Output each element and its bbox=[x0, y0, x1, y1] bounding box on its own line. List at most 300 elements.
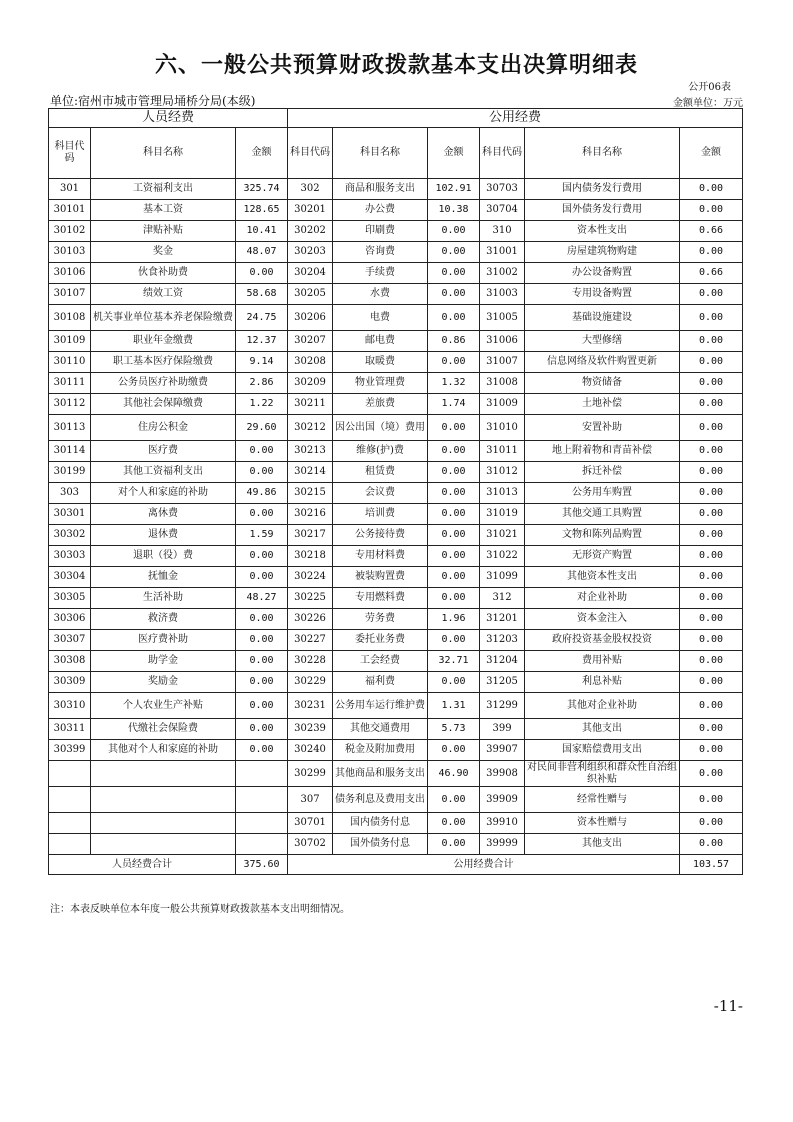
public-name-2: 文物和陈列品购置 bbox=[525, 525, 680, 546]
personnel-name bbox=[91, 813, 236, 834]
personnel-name: 医疗费补助 bbox=[91, 630, 236, 651]
public-code-2: 310 bbox=[480, 221, 525, 242]
table-row bbox=[49, 546, 743, 567]
personnel-code: 30108 bbox=[49, 305, 91, 331]
personnel-amount: 128.65 bbox=[236, 200, 288, 221]
table-row bbox=[49, 441, 743, 462]
personnel-code: 30101 bbox=[49, 200, 91, 221]
public-name: 被装购置费 bbox=[333, 567, 428, 588]
public-amount: 32.71 bbox=[428, 651, 480, 672]
personnel-name: 奖励金 bbox=[91, 672, 236, 693]
public-amount-2: 0.00 bbox=[680, 588, 743, 609]
public-total-value: 103.57 bbox=[680, 855, 743, 875]
public-code: 30240 bbox=[288, 740, 333, 761]
public-amount-2: 0.66 bbox=[680, 263, 743, 284]
public-name: 国内债务付息 bbox=[333, 813, 428, 834]
public-amount-2: 0.00 bbox=[680, 441, 743, 462]
public-name-2: 资本性赠与 bbox=[525, 813, 680, 834]
public-name-2: 土地补偿 bbox=[525, 394, 680, 415]
public-code: 30209 bbox=[288, 373, 333, 394]
table-row bbox=[49, 813, 743, 834]
public-name: 债务利息及费用支出 bbox=[333, 787, 428, 813]
table-note: 注：本表反映单位本年度一般公共预算财政拨款基本支出明细情况。 bbox=[50, 904, 350, 915]
public-amount: 0.00 bbox=[428, 483, 480, 504]
personnel-code: 30102 bbox=[49, 221, 91, 242]
amount-unit: 金额单位：万元 bbox=[673, 98, 743, 109]
public-name-2: 地上附着物和青苗补偿 bbox=[525, 441, 680, 462]
public-name-2: 大型修缮 bbox=[525, 331, 680, 352]
public-code: 30225 bbox=[288, 588, 333, 609]
public-amount-2: 0.00 bbox=[680, 651, 743, 672]
personnel-name: 机关事业单位基本养老保险缴费 bbox=[91, 305, 236, 331]
public-name: 租赁费 bbox=[333, 462, 428, 483]
public-name: 水费 bbox=[333, 284, 428, 305]
public-name: 商品和服务支出 bbox=[333, 179, 428, 200]
personnel-name: 其他工资福利支出 bbox=[91, 462, 236, 483]
public-code-2: 31205 bbox=[480, 672, 525, 693]
header-amount: 金额 bbox=[236, 128, 288, 179]
table-row bbox=[49, 609, 743, 630]
table-row bbox=[49, 693, 743, 719]
personnel-code: 30305 bbox=[49, 588, 91, 609]
personnel-name: 个人农业生产补贴 bbox=[91, 693, 236, 719]
public-amount: 0.86 bbox=[428, 331, 480, 352]
public-amount: 0.00 bbox=[428, 242, 480, 263]
header-name: 科目名称 bbox=[525, 128, 680, 179]
personnel-amount: 12.37 bbox=[236, 331, 288, 352]
public-amount-2: 0.00 bbox=[680, 834, 743, 855]
personnel-name: 退休费 bbox=[91, 525, 236, 546]
public-amount-2: 0.00 bbox=[680, 787, 743, 813]
public-code-2: 31013 bbox=[480, 483, 525, 504]
page-title: 六、一般公共预算财政拨款基本支出决算明细表 bbox=[154, 53, 638, 78]
public-amount: 1.96 bbox=[428, 609, 480, 630]
public-amount-2: 0.00 bbox=[680, 504, 743, 525]
public-amount: 1.32 bbox=[428, 373, 480, 394]
public-code: 30202 bbox=[288, 221, 333, 242]
public-name: 工会经费 bbox=[333, 651, 428, 672]
public-name: 福利费 bbox=[333, 672, 428, 693]
personnel-code: 30111 bbox=[49, 373, 91, 394]
table-row bbox=[49, 588, 743, 609]
personnel-code: 30307 bbox=[49, 630, 91, 651]
personnel-total-value: 375.60 bbox=[236, 855, 288, 875]
public-amount: 0.00 bbox=[428, 672, 480, 693]
table-row bbox=[49, 331, 743, 352]
personnel-code: 30399 bbox=[49, 740, 91, 761]
public-amount: 0.00 bbox=[428, 441, 480, 462]
public-name-2: 经常性赠与 bbox=[525, 787, 680, 813]
public-code: 30205 bbox=[288, 284, 333, 305]
personnel-name: 公务员医疗补助缴费 bbox=[91, 373, 236, 394]
table-row bbox=[49, 415, 743, 441]
public-code-2: 31299 bbox=[480, 693, 525, 719]
personnel-name: 对个人和家庭的补助 bbox=[91, 483, 236, 504]
public-code: 30702 bbox=[288, 834, 333, 855]
public-name-2: 资本性支出 bbox=[525, 221, 680, 242]
public-code: 30229 bbox=[288, 672, 333, 693]
table-row bbox=[49, 672, 743, 693]
personnel-name: 救济费 bbox=[91, 609, 236, 630]
table-row bbox=[49, 305, 743, 331]
public-amount: 0.00 bbox=[428, 834, 480, 855]
table-row bbox=[49, 221, 743, 242]
personnel-name: 津贴补贴 bbox=[91, 221, 236, 242]
public-code: 302 bbox=[288, 179, 333, 200]
personnel-amount: 2.86 bbox=[236, 373, 288, 394]
public-name-2: 利息补贴 bbox=[525, 672, 680, 693]
personnel-amount: 0.00 bbox=[236, 567, 288, 588]
personnel-amount: 29.60 bbox=[236, 415, 288, 441]
personnel-amount: 0.00 bbox=[236, 719, 288, 740]
personnel-code: 30309 bbox=[49, 672, 91, 693]
public-code-2: 31021 bbox=[480, 525, 525, 546]
public-amount: 46.90 bbox=[428, 761, 480, 787]
public-code-2: 31022 bbox=[480, 546, 525, 567]
public-code: 30216 bbox=[288, 504, 333, 525]
public-amount: 1.31 bbox=[428, 693, 480, 719]
public-amount-2: 0.00 bbox=[680, 693, 743, 719]
personnel-code: 30199 bbox=[49, 462, 91, 483]
public-code: 30227 bbox=[288, 630, 333, 651]
form-number: 公开06表 bbox=[688, 82, 731, 93]
public-amount: 0.00 bbox=[428, 221, 480, 242]
public-code: 30213 bbox=[288, 441, 333, 462]
public-code: 30212 bbox=[288, 415, 333, 441]
public-amount: 0.00 bbox=[428, 630, 480, 651]
table-row bbox=[49, 651, 743, 672]
public-code-2: 399 bbox=[480, 719, 525, 740]
public-name-2: 其他对企业补助 bbox=[525, 693, 680, 719]
expenditure-table bbox=[48, 108, 743, 875]
public-amount-2: 0.00 bbox=[680, 761, 743, 787]
personnel-total-label: 人员经费合计 bbox=[49, 855, 236, 875]
personnel-code: 30302 bbox=[49, 525, 91, 546]
public-code-2: 31002 bbox=[480, 263, 525, 284]
public-amount-2: 0.66 bbox=[680, 221, 743, 242]
public-amount-2: 0.00 bbox=[680, 525, 743, 546]
public-code-2: 30704 bbox=[480, 200, 525, 221]
public-name: 因公出国（境）费用 bbox=[333, 415, 428, 441]
public-code-2: 31010 bbox=[480, 415, 525, 441]
public-code: 30239 bbox=[288, 719, 333, 740]
public-name-2: 费用补贴 bbox=[525, 651, 680, 672]
public-amount-2: 0.00 bbox=[680, 672, 743, 693]
public-code-2: 31008 bbox=[480, 373, 525, 394]
public-amount-2: 0.00 bbox=[680, 740, 743, 761]
public-amount-2: 0.00 bbox=[680, 352, 743, 373]
personnel-name: 绩效工资 bbox=[91, 284, 236, 305]
public-code-2: 31019 bbox=[480, 504, 525, 525]
table-row bbox=[49, 483, 743, 504]
public-code: 30208 bbox=[288, 352, 333, 373]
public-name: 印刷费 bbox=[333, 221, 428, 242]
public-name-2: 其他资本性支出 bbox=[525, 567, 680, 588]
section-personnel: 人员经费 bbox=[49, 109, 288, 128]
header-amount: 金额 bbox=[680, 128, 743, 179]
personnel-code bbox=[49, 761, 91, 787]
table-row bbox=[49, 834, 743, 855]
header-name: 科目名称 bbox=[333, 128, 428, 179]
public-code-2: 39910 bbox=[480, 813, 525, 834]
public-code: 30215 bbox=[288, 483, 333, 504]
public-code-2: 312 bbox=[480, 588, 525, 609]
public-amount-2: 0.00 bbox=[680, 483, 743, 504]
personnel-amount: 0.00 bbox=[236, 546, 288, 567]
personnel-name bbox=[91, 761, 236, 787]
public-name-2: 公务用车购置 bbox=[525, 483, 680, 504]
public-amount-2: 0.00 bbox=[680, 305, 743, 331]
public-amount-2: 0.00 bbox=[680, 284, 743, 305]
public-amount: 0.00 bbox=[428, 284, 480, 305]
public-name-2: 政府投资基金股权投资 bbox=[525, 630, 680, 651]
personnel-name: 抚恤金 bbox=[91, 567, 236, 588]
public-amount-2: 0.00 bbox=[680, 630, 743, 651]
public-amount: 10.38 bbox=[428, 200, 480, 221]
personnel-name: 住房公积金 bbox=[91, 415, 236, 441]
public-name-2: 对民间非营利组织和群众性自治组织补贴 bbox=[525, 761, 680, 787]
public-code-2: 30703 bbox=[480, 179, 525, 200]
personnel-code: 301 bbox=[49, 179, 91, 200]
public-name: 培训费 bbox=[333, 504, 428, 525]
public-code-2: 39999 bbox=[480, 834, 525, 855]
public-name: 电费 bbox=[333, 305, 428, 331]
table-row bbox=[49, 719, 743, 740]
personnel-name: 职工基本医疗保险缴费 bbox=[91, 352, 236, 373]
personnel-amount: 58.68 bbox=[236, 284, 288, 305]
personnel-amount: 325.74 bbox=[236, 179, 288, 200]
public-code: 30204 bbox=[288, 263, 333, 284]
section-public: 公用经费 bbox=[288, 109, 743, 128]
personnel-name: 职业年金缴费 bbox=[91, 331, 236, 352]
public-name: 公务用车运行维护费 bbox=[333, 693, 428, 719]
public-code: 30207 bbox=[288, 331, 333, 352]
public-amount-2: 0.00 bbox=[680, 331, 743, 352]
public-amount-2: 0.00 bbox=[680, 462, 743, 483]
personnel-amount bbox=[236, 834, 288, 855]
public-amount-2: 0.00 bbox=[680, 609, 743, 630]
public-code: 30218 bbox=[288, 546, 333, 567]
personnel-amount: 0.00 bbox=[236, 693, 288, 719]
public-name: 办公费 bbox=[333, 200, 428, 221]
personnel-name bbox=[91, 834, 236, 855]
table-row bbox=[49, 761, 743, 787]
public-amount: 0.00 bbox=[428, 263, 480, 284]
header-amount: 金额 bbox=[428, 128, 480, 179]
public-name: 专用材料费 bbox=[333, 546, 428, 567]
personnel-code: 30103 bbox=[49, 242, 91, 263]
public-name-2: 拆迁补偿 bbox=[525, 462, 680, 483]
public-amount: 0.00 bbox=[428, 415, 480, 441]
personnel-code: 30310 bbox=[49, 693, 91, 719]
personnel-name: 生活补助 bbox=[91, 588, 236, 609]
public-code-2: 31203 bbox=[480, 630, 525, 651]
table-row bbox=[49, 504, 743, 525]
public-name: 委托业务费 bbox=[333, 630, 428, 651]
public-amount-2: 0.00 bbox=[680, 394, 743, 415]
public-amount-2: 0.00 bbox=[680, 719, 743, 740]
public-name: 取暖费 bbox=[333, 352, 428, 373]
public-name-2: 其他支出 bbox=[525, 834, 680, 855]
public-name: 物业管理费 bbox=[333, 373, 428, 394]
personnel-name bbox=[91, 787, 236, 813]
public-amount: 5.73 bbox=[428, 719, 480, 740]
personnel-code: 30303 bbox=[49, 546, 91, 567]
personnel-amount: 1.22 bbox=[236, 394, 288, 415]
personnel-amount: 9.14 bbox=[236, 352, 288, 373]
personnel-amount: 0.00 bbox=[236, 609, 288, 630]
public-name-2: 安置补助 bbox=[525, 415, 680, 441]
personnel-code: 30112 bbox=[49, 394, 91, 415]
public-amount-2: 0.00 bbox=[680, 373, 743, 394]
public-amount: 0.00 bbox=[428, 787, 480, 813]
personnel-amount: 0.00 bbox=[236, 504, 288, 525]
personnel-code: 30304 bbox=[49, 567, 91, 588]
table-row bbox=[49, 525, 743, 546]
table-row bbox=[49, 630, 743, 651]
header-code: 科目代码 bbox=[288, 128, 333, 179]
public-amount-2: 0.00 bbox=[680, 242, 743, 263]
public-name-2: 办公设备购置 bbox=[525, 263, 680, 284]
table-row bbox=[49, 567, 743, 588]
public-code-2: 39909 bbox=[480, 787, 525, 813]
public-name: 咨询费 bbox=[333, 242, 428, 263]
public-amount: 102.91 bbox=[428, 179, 480, 200]
public-code: 307 bbox=[288, 787, 333, 813]
public-code-2: 31201 bbox=[480, 609, 525, 630]
personnel-name: 退职（役）费 bbox=[91, 546, 236, 567]
public-name: 手续费 bbox=[333, 263, 428, 284]
personnel-name: 奖金 bbox=[91, 242, 236, 263]
public-amount-2: 0.00 bbox=[680, 567, 743, 588]
personnel-code bbox=[49, 813, 91, 834]
personnel-amount: 0.00 bbox=[236, 263, 288, 284]
personnel-amount: 0.00 bbox=[236, 462, 288, 483]
personnel-amount: 1.59 bbox=[236, 525, 288, 546]
personnel-name: 工资福利支出 bbox=[91, 179, 236, 200]
public-code: 30203 bbox=[288, 242, 333, 263]
personnel-amount: 0.00 bbox=[236, 740, 288, 761]
header-code: 科目代码 bbox=[49, 128, 91, 179]
personnel-amount: 24.75 bbox=[236, 305, 288, 331]
personnel-code: 30301 bbox=[49, 504, 91, 525]
table-row bbox=[49, 373, 743, 394]
public-name: 国外债务付息 bbox=[333, 834, 428, 855]
personnel-code bbox=[49, 834, 91, 855]
public-name: 邮电费 bbox=[333, 331, 428, 352]
public-code-2: 31009 bbox=[480, 394, 525, 415]
public-code-2: 31001 bbox=[480, 242, 525, 263]
personnel-name: 离休费 bbox=[91, 504, 236, 525]
personnel-code: 30110 bbox=[49, 352, 91, 373]
public-code: 30226 bbox=[288, 609, 333, 630]
public-name-2: 信息网络及软件购置更新 bbox=[525, 352, 680, 373]
public-amount: 1.74 bbox=[428, 394, 480, 415]
personnel-code: 30106 bbox=[49, 263, 91, 284]
public-code: 30211 bbox=[288, 394, 333, 415]
table-row bbox=[49, 740, 743, 761]
table-row bbox=[49, 352, 743, 373]
personnel-name: 代缴社会保险费 bbox=[91, 719, 236, 740]
personnel-code bbox=[49, 787, 91, 813]
personnel-code: 30114 bbox=[49, 441, 91, 462]
public-amount: 0.00 bbox=[428, 588, 480, 609]
personnel-name: 助学金 bbox=[91, 651, 236, 672]
public-amount: 0.00 bbox=[428, 504, 480, 525]
public-name-2: 专用设备购置 bbox=[525, 284, 680, 305]
public-amount: 0.00 bbox=[428, 567, 480, 588]
table-row bbox=[49, 179, 743, 200]
public-name-2: 国家赔偿费用支出 bbox=[525, 740, 680, 761]
public-name-2: 其他交通工具购置 bbox=[525, 504, 680, 525]
public-total-label: 公用经费合计 bbox=[288, 855, 680, 875]
table-row bbox=[49, 200, 743, 221]
personnel-amount: 0.00 bbox=[236, 630, 288, 651]
public-name: 其他交通费用 bbox=[333, 719, 428, 740]
public-name: 会议费 bbox=[333, 483, 428, 504]
personnel-amount: 0.00 bbox=[236, 441, 288, 462]
personnel-amount: 49.86 bbox=[236, 483, 288, 504]
public-name: 劳务费 bbox=[333, 609, 428, 630]
public-code: 30701 bbox=[288, 813, 333, 834]
personnel-name: 医疗费 bbox=[91, 441, 236, 462]
public-code-2: 31204 bbox=[480, 651, 525, 672]
table-row bbox=[49, 263, 743, 284]
personnel-amount: 48.27 bbox=[236, 588, 288, 609]
public-name: 其他商品和服务支出 bbox=[333, 761, 428, 787]
header-code: 科目代码 bbox=[480, 128, 525, 179]
public-amount: 0.00 bbox=[428, 525, 480, 546]
public-code-2: 31099 bbox=[480, 567, 525, 588]
public-amount: 0.00 bbox=[428, 546, 480, 567]
public-amount-2: 0.00 bbox=[680, 415, 743, 441]
personnel-code: 30113 bbox=[49, 415, 91, 441]
table-row bbox=[49, 787, 743, 813]
public-code: 30228 bbox=[288, 651, 333, 672]
public-name-2: 资本金注入 bbox=[525, 609, 680, 630]
public-name-2: 国内债务发行费用 bbox=[525, 179, 680, 200]
public-amount: 0.00 bbox=[428, 740, 480, 761]
public-amount-2: 0.00 bbox=[680, 813, 743, 834]
personnel-code: 30306 bbox=[49, 609, 91, 630]
public-code: 30201 bbox=[288, 200, 333, 221]
public-name-2: 基础设施建设 bbox=[525, 305, 680, 331]
public-code: 30299 bbox=[288, 761, 333, 787]
personnel-code: 30308 bbox=[49, 651, 91, 672]
public-code-2: 31003 bbox=[480, 284, 525, 305]
public-amount-2: 0.00 bbox=[680, 200, 743, 221]
public-name-2: 对企业补助 bbox=[525, 588, 680, 609]
personnel-code: 303 bbox=[49, 483, 91, 504]
reporting-unit: 单位:宿州市城市管理局埇桥分局(本级) bbox=[50, 94, 256, 108]
public-code: 30231 bbox=[288, 693, 333, 719]
personnel-name: 伙食补助费 bbox=[91, 263, 236, 284]
public-name: 差旅费 bbox=[333, 394, 428, 415]
public-name-2: 物资储备 bbox=[525, 373, 680, 394]
table-row bbox=[49, 284, 743, 305]
public-amount: 0.00 bbox=[428, 305, 480, 331]
table-row bbox=[49, 394, 743, 415]
public-name: 专用燃料费 bbox=[333, 588, 428, 609]
public-code: 30224 bbox=[288, 567, 333, 588]
public-code-2: 31011 bbox=[480, 441, 525, 462]
personnel-name: 基本工资 bbox=[91, 200, 236, 221]
public-code-2: 31005 bbox=[480, 305, 525, 331]
public-name-2: 无形资产购置 bbox=[525, 546, 680, 567]
personnel-code: 30107 bbox=[49, 284, 91, 305]
public-name: 维修(护)费 bbox=[333, 441, 428, 462]
personnel-amount bbox=[236, 761, 288, 787]
